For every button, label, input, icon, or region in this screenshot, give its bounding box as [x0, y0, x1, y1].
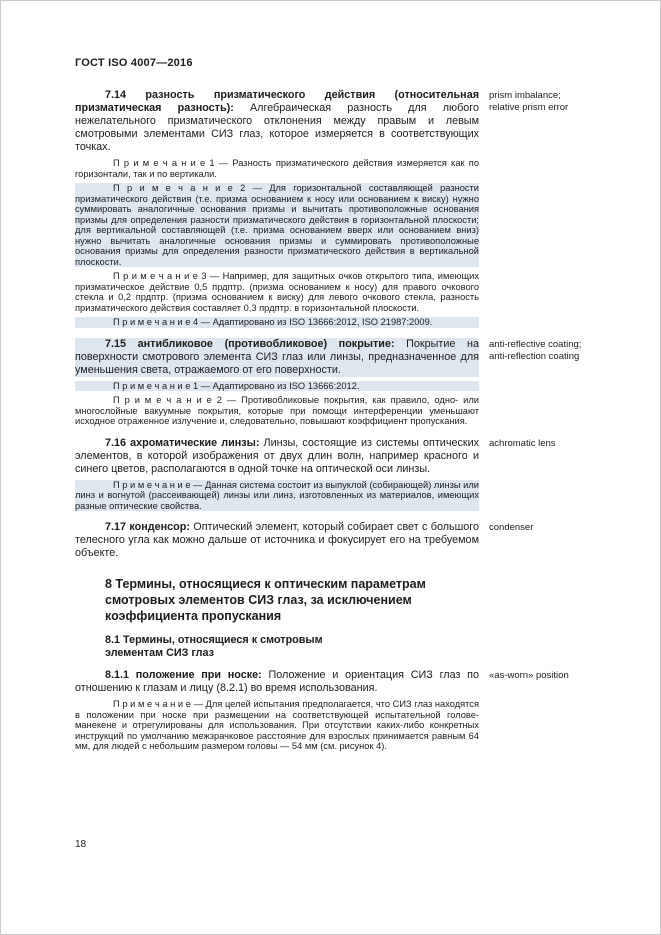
note-7-15-2: П р и м е ч а н и е 2 — Противобликовые покрытия, как правило, одно- или многослойные вакуумные покрытия, которые при помощи интерференции уменьшают исходное отраженное излучение и, следовательно, повышают коэффициент пропускания.: [75, 395, 479, 426]
margin-term-line: condenser: [489, 522, 534, 533]
term-section-7-17: [75, 521, 534, 560]
term-section-7-16: [75, 436, 556, 512]
term-name-7-15: антибликовое (противобликовое) покрытие:: [137, 337, 395, 350]
margin-term-line: achromatic lens: [489, 437, 556, 449]
document-body: [75, 89, 582, 762]
note-7-14-2: П р и м е ч а н и е 2 — Для горизонтальной составляющей разности призматического действия (т.е. призма основанием к носу или основанием к виску) нужно суммировать аналогичные основания призмы и вычитать противоположные основания призмы для определения разности призматического действия в горизонтальной плоскости; для вертикальной составляющей (т.е. призма основанием вверх или основанием вниз) нужно вычитать аналогичные основания призмы и суммировать противоположные основания призмы для определения разности призматического действия в вертикальной плоскости.: [75, 183, 479, 267]
margin-term-7-14: [489, 90, 653, 114]
term-paragraph-7-16: [75, 437, 479, 476]
term-name-7-17: конденсор:: [129, 521, 190, 533]
margin-term-line: anti-reflection coating: [489, 350, 580, 362]
margin-term-line: «as-worn» position: [489, 670, 569, 681]
term-definition-7-16: Линзы, состоящие из системы оптических элементов, в которой изображения от двух длин волн, например красного и синего цветов, располагаются в одной точке на оптической оси линзы.: [75, 436, 480, 475]
term-definition-7-17: Оптический элемент, который собирает свет с большого телесного угла как можно дальше от источника и фокусирует его на требуемом объекте.: [75, 521, 480, 559]
term-number-7-17: 7.17: [105, 521, 127, 533]
term-name-8-1-1: положение при носке:: [135, 669, 262, 681]
margin-term-7-15: [489, 339, 653, 363]
term-definition-7-15: Покрытие на поверхности смотрового элемента СИЗ глаз или линзы, предназначенное для уменьшения света, отражаемого от его поверхности.: [75, 337, 479, 376]
note-7-14-3: П р и м е ч а н и е 3 — Например, для защитных очков открытого типа, имеющих призматическое действие 0,5 прдптр. (призма основанием к носу) для правого очкового стекла и 0,2 прдптр. (призма основанием к виску) для левого очкового стекла, разность призматического действия составляет 0,3 прдптр. в горизонтальной плоскости.: [75, 271, 479, 313]
note-8-1-1-1: П р и м е ч а н и е — Для целей испытания предполагается, что СИЗ глаз находятся в положении при носке при размещении на соответствующей испытательной голове-манекене и отрегулированы для использования. При отсутствии каких-либо конкретных инструкций по умолчанию межзрачковое расстояние для взрослых принимается равным 64 мм, для людей с небольшим размером головы — 54 мм (см. рисунок 4).: [75, 699, 479, 751]
margin-term-8-1-1: [489, 670, 653, 682]
term-title-7-16: [105, 437, 259, 449]
note-7-14-1: П р и м е ч а н и е 1 — Разность призматического действия измеряется как по горизонтали, так и по вертикали.: [75, 158, 479, 179]
margin-term-line: prism imbalance;: [489, 90, 561, 101]
note-7-14-4: П р и м е ч а н и е 4 — Адаптировано из ISO 13666:2012, ISO 21987:2009.: [75, 317, 479, 328]
margin-term-7-17: [489, 522, 653, 534]
term-number-7-16: 7.16: [105, 436, 127, 449]
note-7-16-1: П р и м е ч а н и е — Данная система состоит из выпуклой (собирающей) линзы или линз и вогнутой (рассеивающей) линзы или линз, изготовленных из материалов, имеющих разные оптические свойства.: [75, 479, 479, 511]
term-number-7-15: 7.15: [105, 337, 127, 350]
term-section-7-15: [75, 337, 582, 427]
term-number-7-14: 7.14: [105, 89, 127, 101]
term-paragraph-8-1-1: [75, 669, 479, 695]
section-8-1-heading: 8.1 Термины, относящиеся к смотровым элементам СИЗ глаз: [105, 634, 323, 659]
document-code-header: ГОСТ ISO 4007—2016: [75, 57, 193, 69]
term-number-8-1-1: 8.1.1: [105, 669, 130, 681]
term-title-7-15: [105, 338, 395, 350]
margin-term-line: relative prism error: [489, 102, 569, 113]
term-section-7-14: [75, 89, 569, 328]
section-8-heading: 8 Термины, относящиеся к оптическим параметрам смотровых элементов СИЗ глаз, за исключением коэффициента пропускания: [105, 577, 426, 623]
term-title-7-17: [105, 521, 190, 533]
term-definition-8-1-1: Положение и ориентация СИЗ глаз по отношению к глазам и лицу (8.2.1) во время использования.: [75, 669, 480, 694]
term-definition-7-14: Алгебраическая разность для любого нежелательного призматического отклонения между правым и левым смотровыми элементами СИЗ глаз, которое измеряется в соответствующих точках.: [75, 102, 479, 153]
note-7-15-1: П р и м е ч а н и е 1 — Адаптировано из ISO 13666:2012.: [75, 381, 479, 392]
margin-term-7-16: [489, 438, 653, 450]
term-title-8-1-1: [105, 669, 262, 681]
term-section-8-1-1: [75, 669, 569, 752]
term-paragraph-7-17: [75, 521, 479, 560]
page-number: 18: [75, 839, 87, 850]
term-paragraph-7-14: [75, 89, 479, 154]
term-paragraph-7-15: [75, 338, 479, 377]
margin-term-line: anti-reflective coating;: [489, 338, 582, 350]
term-name-7-16: ахроматические линзы:: [130, 436, 260, 449]
term-name-7-14: разность призматического действия (относительная призматическая разность):: [75, 89, 480, 114]
